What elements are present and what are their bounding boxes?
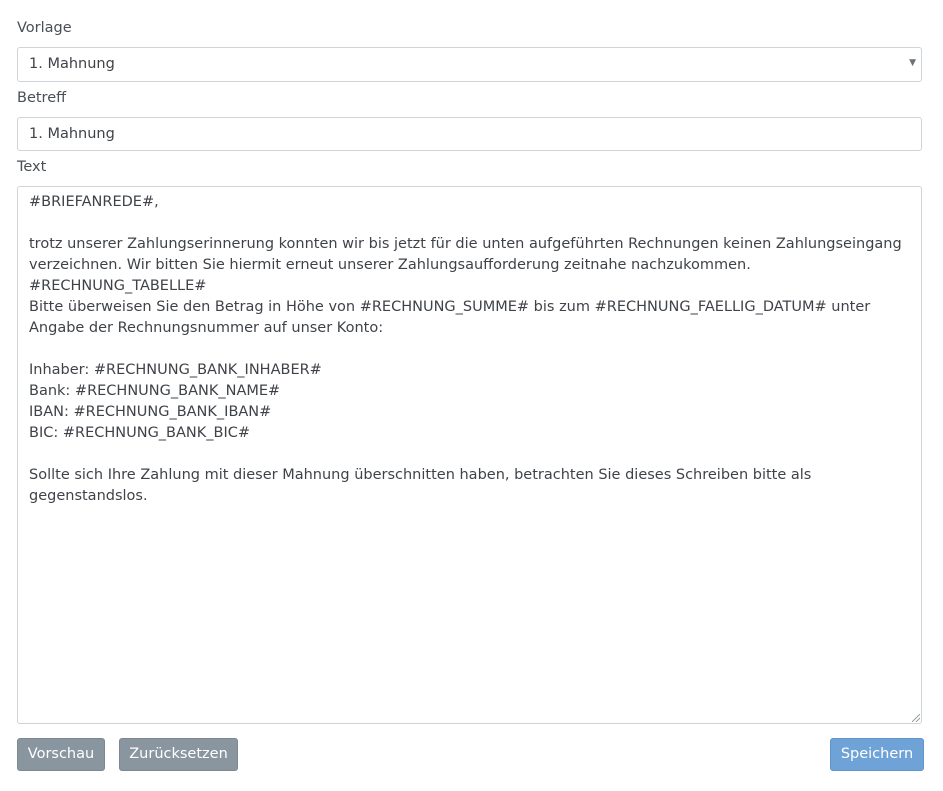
- template-select[interactable]: [17, 47, 922, 82]
- chevron-down-icon: ▼: [909, 58, 916, 68]
- resize-handle-icon[interactable]: [912, 714, 920, 722]
- template-selected-value: 1. Mahnung: [29, 56, 115, 72]
- save-button[interactable]: Speichern: [830, 738, 924, 771]
- subject-input[interactable]: 1. Mahnung: [17, 117, 922, 151]
- text-label: Text: [17, 159, 47, 175]
- subject-label: Betreff: [17, 90, 67, 106]
- text-content: #BRIEFANREDE#, trotz unserer Zahlungserinnerung konnten wir bis jetzt für die unten aufgeführten Rechnungen keinen Zahlungseingang verzeichnen. Wir bitten Sie hiermit erneut unserer Zahlungsaufforderung zeitnahe nachzukommen. #RECHNUNG_TABELLE# Bitte überweisen Sie den Betrag in Höhe von #RECHNUNG_SUMME# bis zum #RECHNUNG_FAELLIG_DATUM# unter Angabe der Rechnungsnummer auf unser Konto: Inhaber: #RECHNUNG_BANK_INHABER# Bank: #RECHNUNG_BANK_NAME# IBAN: #RECHNUNG_BANK_IBAN# BIC: #RECHNUNG_BANK_BIC# Sollte sich Ihre Zahlung mit dieser Mahnung überschnitten haben, betrachten Sie dieses Schreiben bitte als gegenstandslos.: [29, 194, 902, 504]
- text-textarea[interactable]: [17, 186, 922, 724]
- reset-button[interactable]: Zurücksetzen: [119, 738, 238, 771]
- preview-button[interactable]: Vorschau: [17, 738, 105, 771]
- template-label: Vorlage: [17, 20, 72, 36]
